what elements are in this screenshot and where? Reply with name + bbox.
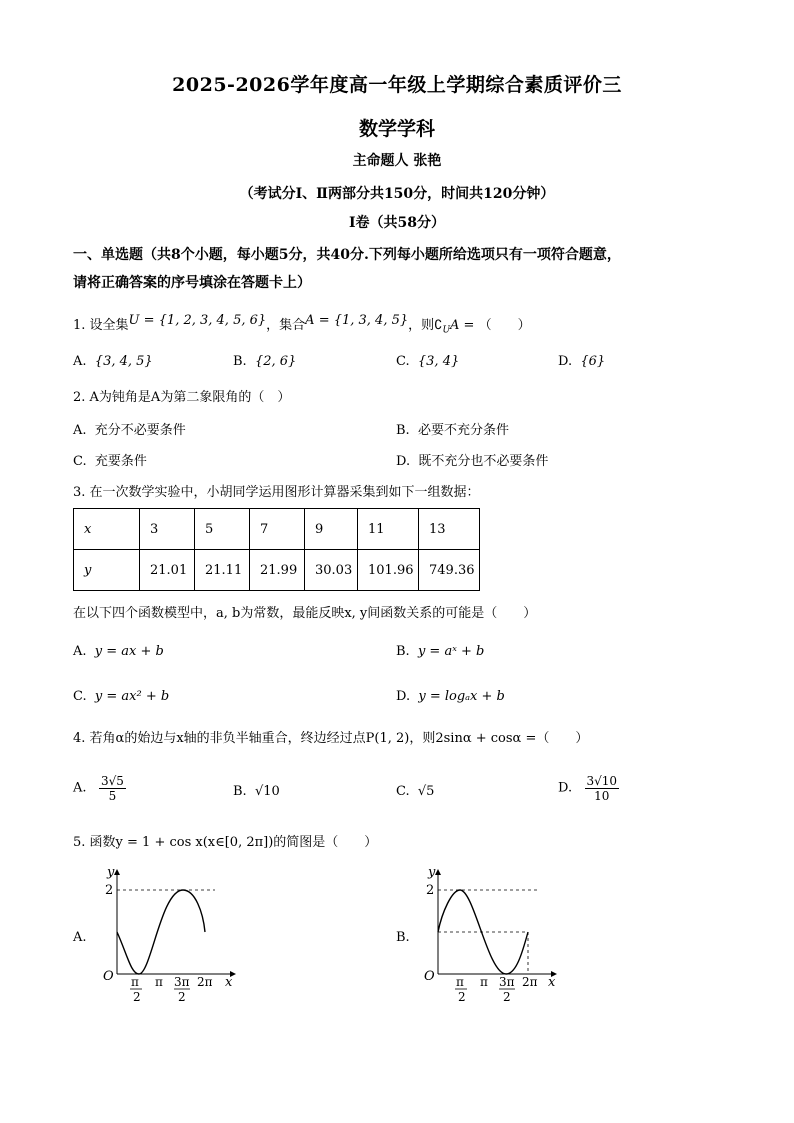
q4-option-a[interactable]: A. $\frac{3√5}{5}$ [73,774,124,803]
question-1 [73,313,531,341]
table-cell: 21.01 [140,550,195,591]
question-2 [73,388,290,408]
table-cell: y [74,550,140,591]
axis-label-x: x [225,975,233,990]
table-cell: 3 [140,509,195,550]
tick-label-2: 2 [426,883,435,898]
section-heading-line1: 一、单选题（共8个小题，每小题5分，共40分.下列每小题所给选项只有一项符合题意， [73,247,621,263]
q1-complement: ∁ [434,318,443,333]
q1-then: ，则 [408,318,435,333]
question-4: 4. 若角α的始边与x轴的非负半轴重合，终边经过点P(1, 2)，则2sinα + cosα =（ ） [73,731,589,746]
q4-option-d[interactable]: D. $\frac{3√10}{10}$ [558,774,618,803]
table-row-x [74,509,480,550]
tick-two-pi: 2π [522,975,538,989]
curve-a [117,890,205,974]
author-line: 主命题人 张艳 [352,153,442,169]
q3-option-b[interactable]: B. y = aˣ + b [396,644,485,659]
q2-option-c[interactable]: C. 充要条件 [73,454,147,469]
tick-pi: π [155,975,163,989]
q2-option-a[interactable]: A. 充分不必要条件 [73,423,186,438]
q2-option-d[interactable]: D. 既不充分也不必要条件 [396,454,549,469]
table-cell: 21.11 [195,550,250,591]
table-cell: 101.96 [358,550,419,591]
q1-option-b[interactable]: B. {2, 6} [233,354,297,369]
question-3: 3. 在一次数学实验中，小胡同学运用图形计算器采集到如下一组数据： [73,485,480,500]
exam-title: 2025-2026学年度高一年级上学期综合素质评价三 [172,74,622,96]
table-row-y [74,550,480,591]
tick-label-2: 2 [105,883,114,898]
q2-text: A为钝角是A为第二象限角的（ ） [89,390,291,405]
subject-title: 数学学科 [358,118,435,140]
q2-prefix: 2. [73,390,86,405]
q5-option-b-label[interactable]: B. [396,930,410,945]
q1-mid: ，集合 [266,318,306,333]
data-table [73,508,480,591]
q4-option-d-fraction: $\frac{3√10}{10}$ [586,774,618,803]
q1-complement-sub: U [442,325,451,336]
tick-two-pi: 2π [197,975,213,989]
volume-label: Ⅰ卷（共58分） [348,215,446,231]
q3-option-c[interactable]: C. y = ax² + b [73,689,170,704]
section-heading-line2: 请将正确答案的序号填涂在答题卡上） [73,275,311,291]
origin-label: O [424,969,435,984]
tick-pi: π [480,975,488,989]
q4-option-c[interactable]: C. √5 [396,784,435,799]
axis-label-x: x [548,975,556,990]
tick-three-pi-half-num: 3π [499,975,515,989]
q4-option-b[interactable]: B. √10 [233,784,280,799]
table-cell: x [74,509,140,550]
axis-label-y: y [428,865,436,880]
table-cell: 30.03 [305,550,358,591]
table-cell: 13 [419,509,480,550]
exam-note: （考试分Ⅰ、Ⅱ两部分共150分，时间共120分钟） [239,186,555,202]
q3-option-d[interactable]: D. y = logₐx + b [396,689,505,704]
table-cell: 7 [250,509,305,550]
table-cell: 9 [305,509,358,550]
q5-graph-b[interactable] [418,862,578,1012]
q3-option-a[interactable]: A. y = ax + b [73,644,164,659]
q1-set-A: A = {1, 3, 4, 5} [305,313,409,328]
q1-prefix: 1. 设全集 [73,318,129,333]
tick-three-pi-half-num: 3π [174,975,190,989]
table-cell: 21.99 [250,550,305,591]
tick-pi-half-den: 2 [133,990,141,1004]
q1-blank: （ ） [478,318,531,333]
q1-option-a[interactable]: A. {3, 4, 5} [73,354,153,369]
origin-label: O [103,969,114,984]
q5-option-a-label[interactable]: A. [73,930,87,945]
q1-set-U: U = {1, 2, 3, 4, 5, 6} [128,313,267,328]
q1-complement-A: A = [450,318,475,333]
q2-option-b[interactable]: B. 必要不充分条件 [396,423,509,438]
tick-pi-half-num: π [456,975,464,989]
table-cell: 5 [195,509,250,550]
q1-option-c[interactable]: C. {3, 4} [396,354,460,369]
question-5: 5. 函数y = 1 + cos x(x∈[0, 2π])的简图是（ ） [73,835,378,850]
tick-three-pi-half-den: 2 [178,990,186,1004]
axis-label-y: y [107,865,115,880]
q5-graph-a[interactable] [95,862,255,1012]
tick-three-pi-half-den: 2 [503,990,511,1004]
q1-option-d[interactable]: D. {6} [558,354,606,369]
q4-option-a-fraction: $\frac{3√5}{5}$ [100,774,124,803]
table-cell: 11 [358,509,419,550]
q3-follow-text: 在以下四个函数模型中，a, b为常数，最能反映x, y间函数关系的可能是（ ） [73,606,537,621]
tick-pi-half-num: π [131,975,139,989]
table-cell: 749.36 [419,550,480,591]
tick-pi-half-den: 2 [458,990,466,1004]
